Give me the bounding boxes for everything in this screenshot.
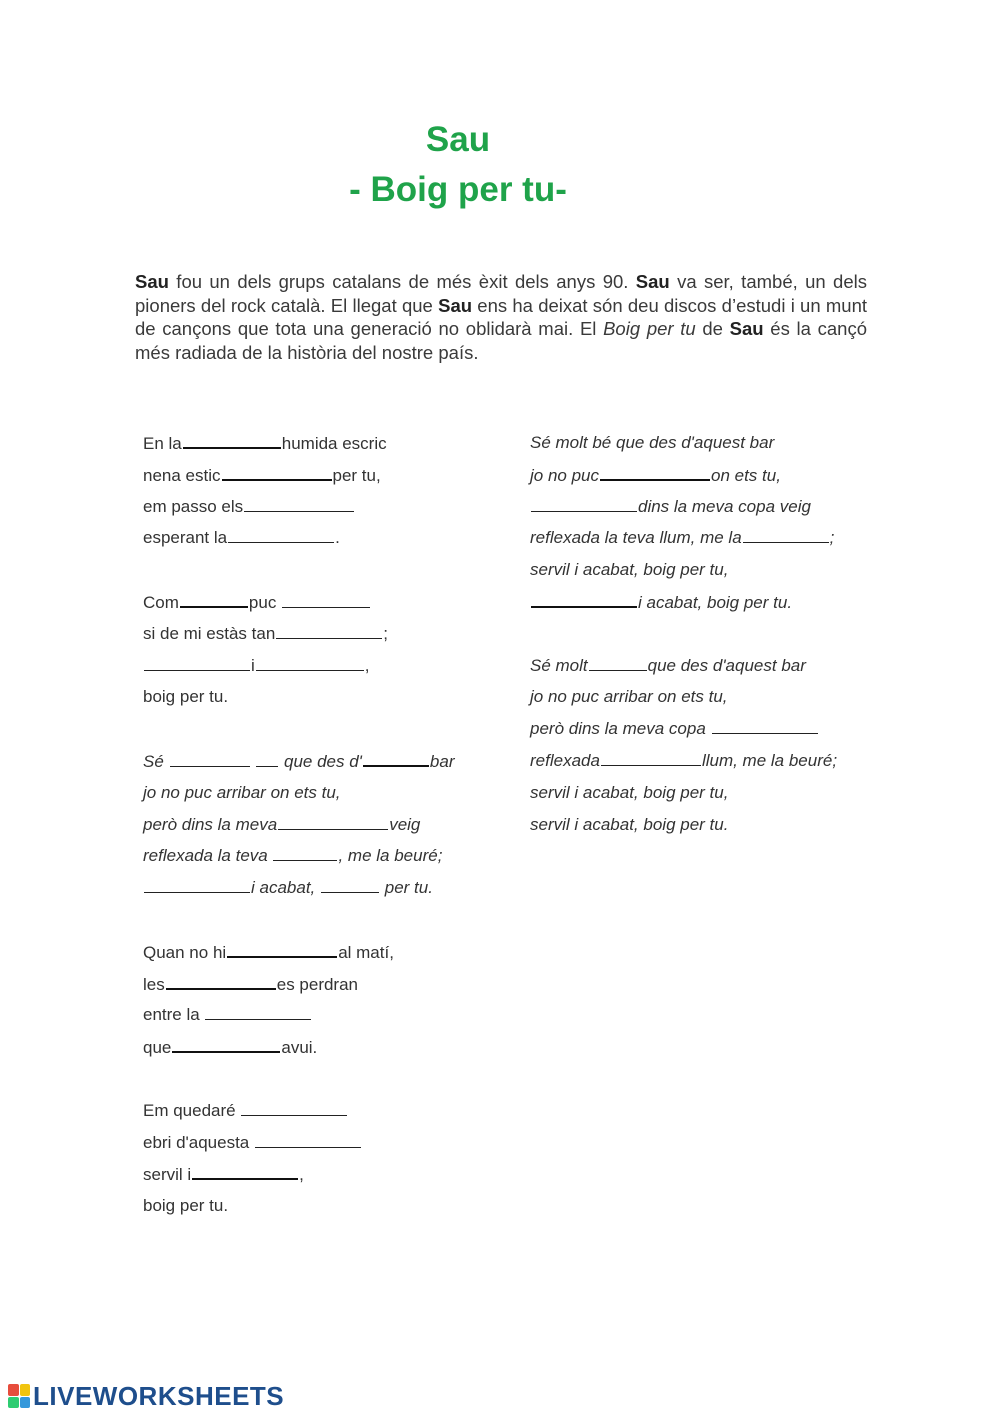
- lyric-text: però dins la meva copa: [530, 719, 706, 739]
- lyric-text: llum, me la beuré;: [701, 750, 838, 770]
- intro-text: de: [695, 318, 730, 339]
- lyric-text: avui.: [281, 1038, 318, 1058]
- intro-bold: Sau: [135, 271, 169, 292]
- logo-square: [8, 1397, 19, 1409]
- lyric-text: Sé molt: [530, 655, 588, 675]
- lyric-line: [530, 747, 890, 779]
- lyric-text: i: [251, 655, 255, 675]
- lyric-text: reflexada la teva llum, me la: [530, 528, 742, 548]
- blank-input[interactable]: [183, 429, 281, 449]
- blank-input[interactable]: [170, 748, 250, 767]
- lyric-text: que: [143, 1038, 172, 1058]
- lyrics-right-column: [530, 429, 890, 842]
- lyric-text: que des d'aquest bar: [647, 655, 806, 675]
- blank-input[interactable]: [601, 747, 701, 766]
- lyric-text: esperant la: [143, 528, 228, 548]
- lyrics-left-column: [143, 429, 493, 1224]
- lyric-text: es perdran: [276, 974, 359, 994]
- lyric-line: [143, 620, 493, 652]
- lyric-line: [530, 588, 890, 620]
- blank-input[interactable]: [192, 1160, 298, 1180]
- lyric-text: servil i acabat, boig per tu,: [530, 560, 729, 580]
- lyric-text: bar: [429, 751, 455, 771]
- lyric-text: reflexada: [530, 750, 600, 770]
- blank-input[interactable]: [712, 715, 818, 734]
- lyric-text: si de mi estàs tan: [143, 623, 276, 643]
- lyric-line: [530, 524, 890, 556]
- blank-input[interactable]: [255, 1129, 361, 1148]
- blank-input[interactable]: [321, 874, 379, 893]
- lyric-text: on ets tu,: [711, 465, 781, 485]
- lyric-text: boig per tu.: [143, 687, 229, 707]
- lyric-line: [143, 461, 493, 493]
- lyric-text: i acabat,: [251, 878, 316, 898]
- blank-input[interactable]: [363, 747, 429, 767]
- intro-bold: Sau: [729, 318, 764, 339]
- intro-bold: Sau: [438, 294, 473, 316]
- lyric-text: Quan no hi: [143, 942, 227, 962]
- blank-input[interactable]: [531, 493, 637, 512]
- logo-square: [20, 1397, 31, 1409]
- logo-text: LIVEWORKSHEETS: [33, 1381, 285, 1411]
- blank-input[interactable]: [589, 652, 647, 671]
- lyric-text: En la: [143, 434, 182, 453]
- blank-input[interactable]: [531, 588, 637, 608]
- blank-input[interactable]: [144, 874, 250, 893]
- lyric-line: [530, 779, 890, 811]
- lyric-text: Em quedaré: [143, 1100, 236, 1120]
- lyric-line: [530, 493, 890, 525]
- lyric-text: Com: [143, 592, 179, 612]
- lyric-text: entre la: [143, 1005, 200, 1025]
- lyric-line: [530, 715, 890, 747]
- lyric-line: [143, 652, 493, 684]
- lyric-text: nena estic: [143, 465, 221, 485]
- lyric-line: [143, 1001, 493, 1033]
- blank-input[interactable]: [278, 811, 388, 830]
- lyric-line: [143, 493, 493, 525]
- lyric-text: reflexada la teva: [143, 846, 268, 866]
- lyric-line: [530, 461, 890, 493]
- lyric-line: [143, 874, 493, 906]
- intro-paragraph: [135, 270, 867, 364]
- empty-line: [143, 906, 493, 938]
- blank-input[interactable]: [273, 842, 337, 861]
- lyric-line: [530, 683, 890, 715]
- lyric-text: ,: [364, 655, 370, 675]
- blank-input[interactable]: [180, 588, 248, 608]
- lyric-line: [143, 524, 493, 556]
- lyric-text: servil i acabat, boig per tu.: [530, 814, 729, 834]
- lyric-line: [143, 970, 493, 1002]
- lyric-text: ;: [383, 623, 389, 643]
- lyric-text: per tu.: [384, 878, 433, 898]
- lyric-text: jo no puc: [530, 465, 599, 485]
- lyric-text: al matí,: [338, 942, 394, 962]
- lyric-text: Sé molt bé que des d'aquest bar: [530, 433, 775, 452]
- lyric-text: i acabat, boig per tu.: [638, 592, 793, 612]
- lyric-text: ebri d'aquesta: [143, 1132, 250, 1152]
- blank-input[interactable]: [205, 1001, 311, 1020]
- liveworksheets-logo[interactable]: [8, 1382, 284, 1410]
- intro-italic: Boig per tu: [603, 318, 696, 339]
- blank-input[interactable]: [228, 524, 334, 543]
- intro-text: fou un dels grups catalans de més èxit dels anys 90.: [168, 271, 636, 292]
- lyric-line: [530, 556, 890, 588]
- lyric-line: [530, 811, 890, 843]
- empty-line: [143, 556, 493, 588]
- lyric-text: les: [143, 974, 165, 994]
- lyric-text: servil i: [143, 1165, 192, 1185]
- lyric-line: [143, 811, 493, 843]
- lyric-text: dins la meva copa veig: [638, 496, 811, 516]
- intro-bold: Sau: [635, 271, 670, 292]
- lyric-text: ,: [299, 1165, 304, 1185]
- lyric-line: [143, 1097, 493, 1129]
- blank-input[interactable]: [276, 620, 382, 639]
- blank-input[interactable]: [282, 589, 370, 608]
- lyric-line: [143, 938, 493, 970]
- blank-input[interactable]: [222, 461, 332, 481]
- intro-text: va ser, també, un dels pioners del rock català. El llegat que: [135, 271, 867, 316]
- intro-text: ens ha deixat són deu discos d’estudi i un munt de cançons que tota una generació no oblidarà mai. El: [135, 294, 868, 339]
- lyric-text: per tu,: [332, 465, 381, 485]
- lyric-line: [143, 429, 493, 461]
- lyric-line: [143, 683, 493, 715]
- lyric-line: [143, 1033, 493, 1065]
- lyric-text: .: [335, 528, 340, 548]
- logo-square: [20, 1384, 31, 1396]
- lyric-text: puc: [248, 592, 277, 612]
- lyric-text: Sé: [143, 751, 164, 771]
- lyric-text: que des d': [284, 751, 362, 771]
- blank-input[interactable]: [166, 970, 276, 990]
- lyric-text: , me la beuré;: [338, 846, 443, 866]
- lyric-text: jo no puc arribar on ets tu,: [530, 687, 728, 707]
- lyric-line: [143, 1160, 493, 1192]
- logo-square: [8, 1384, 19, 1396]
- lyric-text: jo no puc arribar on ets tu,: [143, 782, 341, 802]
- empty-line: [143, 1065, 493, 1097]
- blank-input[interactable]: [743, 524, 829, 543]
- lyric-line: [143, 1129, 493, 1161]
- intro-text: és la cançó més radiada de la història del nostre país.: [135, 318, 868, 363]
- blank-input[interactable]: [227, 938, 337, 958]
- blank-input[interactable]: [600, 461, 710, 481]
- lyric-text: humida escric: [281, 434, 387, 453]
- blank-input[interactable]: [244, 493, 354, 512]
- lyric-text: però dins la meva: [143, 814, 278, 834]
- blank-input[interactable]: [256, 652, 364, 671]
- lyric-text: boig per tu.: [143, 1196, 229, 1216]
- lyric-line: [143, 588, 493, 620]
- page-subtitle: - Boig per tu-: [349, 170, 567, 209]
- blank-input[interactable]: [241, 1097, 347, 1116]
- lyric-text: veig: [389, 814, 421, 834]
- page-title: Sau: [425, 120, 491, 159]
- empty-line: [530, 620, 890, 652]
- lyric-text: em passo els: [143, 496, 244, 516]
- blank-input[interactable]: [172, 1033, 280, 1053]
- blank-input[interactable]: [256, 748, 278, 767]
- lyric-line: [143, 779, 493, 811]
- lyric-text: servil i acabat, boig per tu,: [530, 782, 729, 802]
- empty-line: [143, 715, 493, 747]
- blank-input[interactable]: [144, 652, 250, 671]
- lyric-line: [143, 1192, 493, 1224]
- lyric-line: [143, 747, 493, 779]
- lyric-line: [530, 652, 890, 684]
- lyric-line: [143, 842, 493, 874]
- lyric-line: [530, 429, 890, 461]
- lyric-text: ;: [829, 528, 835, 548]
- logo-grid-icon: [8, 1384, 30, 1408]
